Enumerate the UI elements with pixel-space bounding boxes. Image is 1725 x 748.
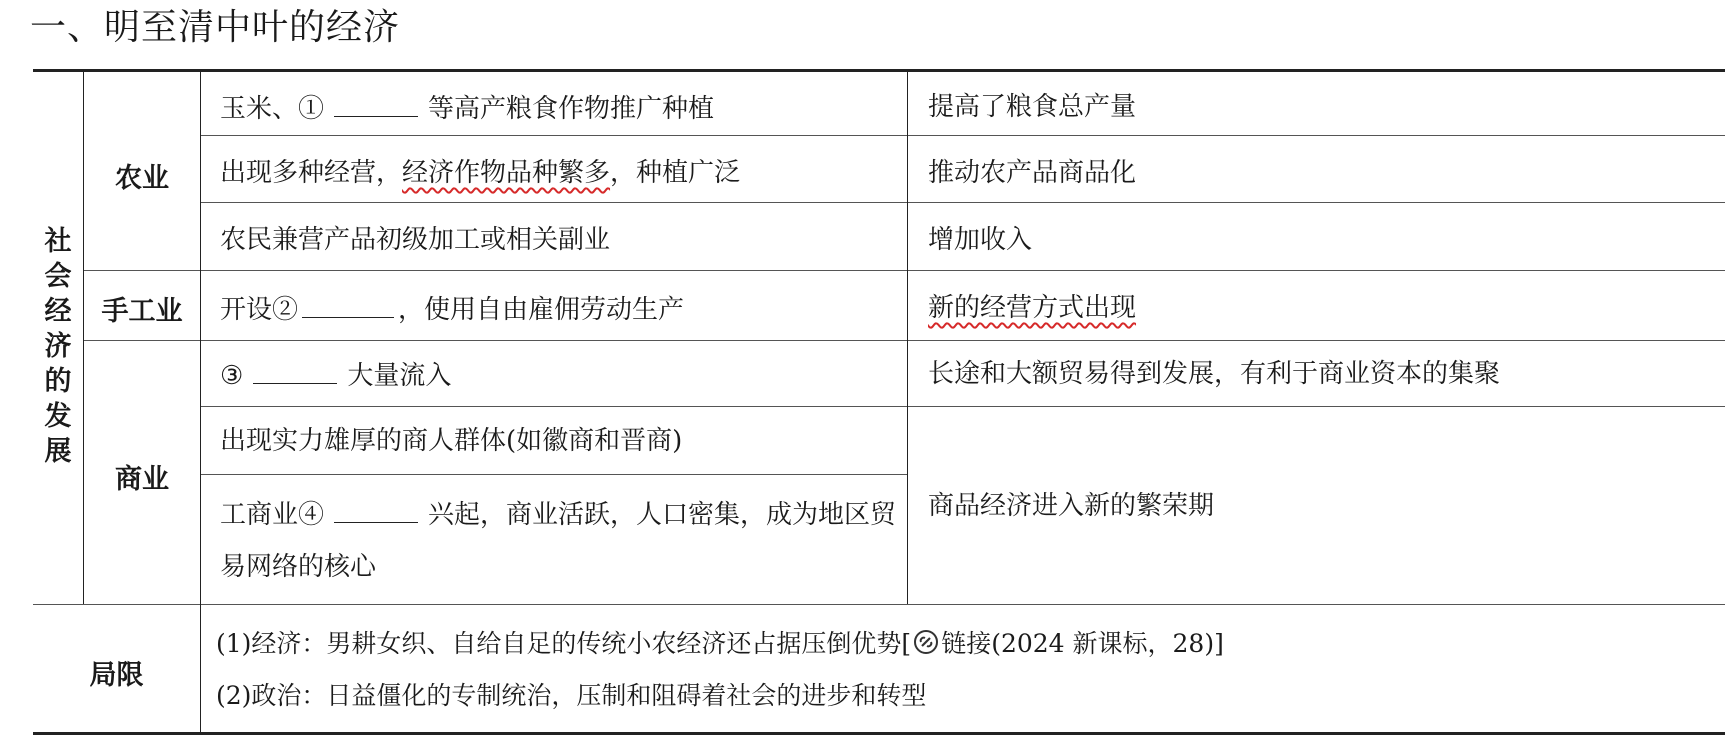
highlighted-text: 新的经营方式出现	[928, 293, 1137, 323]
cell-text: 玉米、①	[220, 94, 325, 124]
reference-link[interactable]: 链接(2024 新课标，28)	[941, 629, 1215, 658]
column-divider	[83, 72, 84, 604]
section-label-social-economy: 社会经济的发展	[44, 226, 72, 467]
category-agriculture: 农业	[115, 163, 169, 194]
fill-blank-4[interactable]	[334, 498, 418, 523]
table-row: 农民兼营产品初级加工或相关副业	[220, 225, 611, 255]
table-row	[220, 92, 714, 124]
effect-cell: 提高了粮食总产量	[928, 92, 1137, 122]
table-row	[220, 359, 451, 391]
link-icon	[913, 629, 939, 662]
cell-text: 工商业④	[220, 500, 325, 530]
table-row	[220, 489, 900, 593]
limitation-line-1	[216, 629, 1224, 662]
cell-text: 兴起，商业活跃，人口密集，成为地区贸易网络的核心	[220, 500, 897, 582]
cell-text: 出现多种经营，	[220, 158, 403, 188]
row-divider	[33, 604, 1725, 605]
category-commerce: 商业	[115, 464, 169, 495]
row-divider	[83, 340, 1725, 341]
reference-bracket: [	[901, 629, 912, 658]
cell-text: ，使用自由雇佣劳动生产	[398, 295, 685, 325]
row-divider	[200, 474, 907, 475]
cell-text: 等高产粮食作物推广种植	[428, 94, 715, 124]
cell-text: ③	[220, 361, 244, 391]
row-divider	[83, 270, 1725, 271]
cell-text: 大量流入	[347, 361, 452, 391]
row-divider	[200, 202, 1725, 203]
row-divider	[200, 135, 1725, 136]
effect-cell: 商品经济进入新的繁荣期	[928, 491, 1215, 521]
cell-text: (1)经济：男耕女织、自给自足的传统小农经济还占据压倒优势	[216, 629, 902, 658]
cell-text: ，种植广泛	[610, 158, 741, 188]
page-title: 一、明至清中叶的经济	[30, 7, 401, 48]
column-divider	[200, 72, 201, 732]
table-row: 出现实力雄厚的商人群体(如徽商和晋商)	[220, 426, 683, 456]
fill-blank-2[interactable]	[302, 293, 394, 318]
reference-bracket: ]	[1214, 629, 1224, 658]
effect-cell: 增加收入	[928, 225, 1033, 255]
fill-blank-1[interactable]	[334, 92, 418, 117]
category-handicraft: 手工业	[101, 296, 183, 327]
table-top-border	[33, 69, 1725, 72]
cell-text: 开设②	[220, 295, 299, 325]
column-divider	[907, 72, 908, 604]
row-divider	[200, 406, 1725, 407]
fill-blank-3[interactable]	[253, 359, 337, 384]
highlighted-text: 经济作物品种繁多	[402, 158, 611, 188]
effect-cell	[928, 293, 1136, 323]
effect-cell: 推动农产品商品化	[928, 158, 1137, 188]
category-limitation: 局限	[89, 660, 144, 691]
table-bottom-border	[33, 732, 1725, 735]
table-row	[220, 158, 740, 188]
effect-cell: 长途和大额贸易得到发展，有利于商业资本的集聚	[928, 359, 1501, 389]
limitation-line-2: (2)政治：日益僵化的专制统治，压制和阻碍着社会的进步和转型	[216, 681, 927, 710]
table-row	[220, 293, 684, 325]
